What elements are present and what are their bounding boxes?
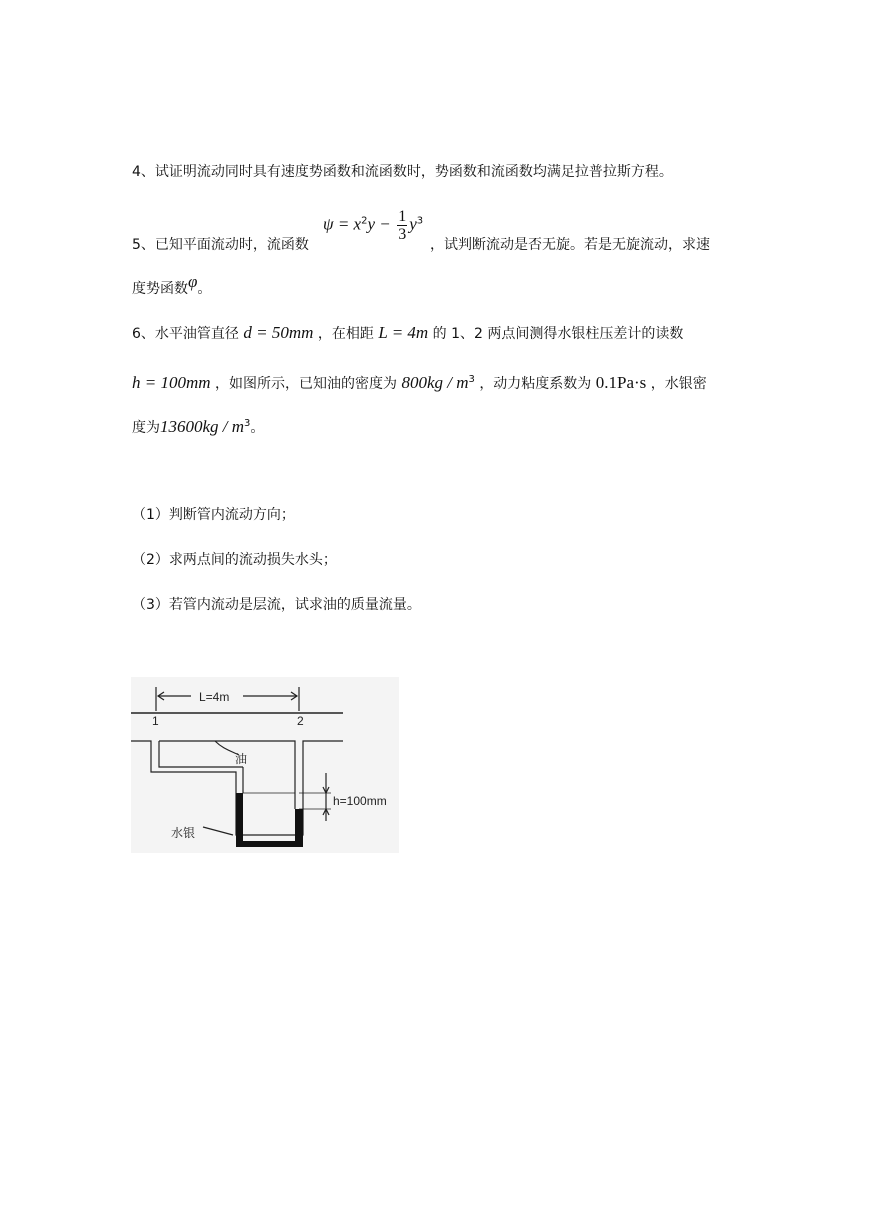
q6-p6: ，水银密 <box>650 376 707 392</box>
question-5-line2-suffix: 。 <box>197 281 212 297</box>
formula-exp-3: 3 <box>416 215 424 227</box>
formula-exp-2: 2 <box>361 215 368 227</box>
q6-p7: 度为 <box>132 420 160 436</box>
question-5-line2-prefix: 度势函数 <box>132 281 188 297</box>
sub-question-1-text: （1）判断管内流动方向； <box>132 507 295 523</box>
formula-y: y <box>409 214 417 234</box>
question-4 <box>132 162 673 182</box>
question-5-prefix: 5、已知平面流动时，流函数 <box>132 237 309 253</box>
question-6-line-3 <box>132 414 264 438</box>
question-5-suffix: ，试判断流动是否无旋。若是无旋流动，求速 <box>430 237 710 253</box>
pipe-inner-top <box>159 741 295 767</box>
manometer-figure <box>131 677 399 853</box>
question-6-line-2 <box>132 370 707 394</box>
point-2-label: 2 <box>297 714 304 728</box>
question-6-line-1 <box>132 323 683 344</box>
sub-question-2 <box>132 550 337 570</box>
fraction-denominator: 3 <box>398 226 407 243</box>
psi-symbol: ψ <box>323 214 334 234</box>
manometer-diagram <box>131 677 399 853</box>
q6-p4: ，如图所示，已知油的密度为 <box>214 376 397 392</box>
viscosity-expr: 0.1Pa·s <box>595 373 647 392</box>
oil-density: 800kg / m <box>401 373 469 392</box>
q6-p1: 6、水平油管直径 <box>132 326 239 342</box>
sub-question-2-text: （2）求两点间的流动损失水头； <box>132 552 337 568</box>
height-expr: h = 100mm <box>132 373 211 392</box>
mercury-density-exp: 3 <box>244 418 251 429</box>
question-4-text: 4、试证明流动同时具有速度势函数和流函数时，势函数和流函数均满足拉普拉斯方程。 <box>132 164 673 180</box>
q6-p5: ，动力粘度系数为 <box>479 376 592 392</box>
mercury-label: 水银 <box>171 826 196 840</box>
fraction-numerator: 1 <box>398 208 407 225</box>
formula-y-minus: y − <box>367 214 391 234</box>
formula-eq: = x <box>333 214 362 234</box>
question-5-line-2 <box>132 272 212 299</box>
q6-p2: ，在相距 <box>317 326 374 342</box>
sub-question-3 <box>132 595 421 615</box>
oil-density-exp: 3 <box>468 374 475 385</box>
pipe-inner-left <box>159 741 243 767</box>
h-label: h=100mm <box>333 794 387 808</box>
q6-p8: 。 <box>250 420 265 436</box>
q6-p3: 的 1、2 两点间测得水银柱压差计的读数 <box>432 326 684 342</box>
length-label: L=4m <box>199 690 230 704</box>
question-5-suffix-line <box>430 235 710 255</box>
length-expr: L = 4m <box>378 323 429 342</box>
sub-question-1 <box>132 505 295 525</box>
mercury-leader <box>203 827 233 835</box>
point-1-label: 1 <box>152 714 159 728</box>
diameter-expr: d = 50mm <box>243 323 314 342</box>
stream-function-formula <box>323 208 423 243</box>
oil-label: 油 <box>235 752 248 766</box>
sub-question-3-text: （3）若管内流动是层流，试求油的质量流量。 <box>132 597 421 613</box>
mercury-fill <box>236 793 303 847</box>
formula-fraction <box>397 208 407 243</box>
phi-symbol: φ <box>188 272 198 291</box>
question-5-line-1 <box>132 235 309 255</box>
mercury-density: 13600kg / m <box>160 417 245 436</box>
